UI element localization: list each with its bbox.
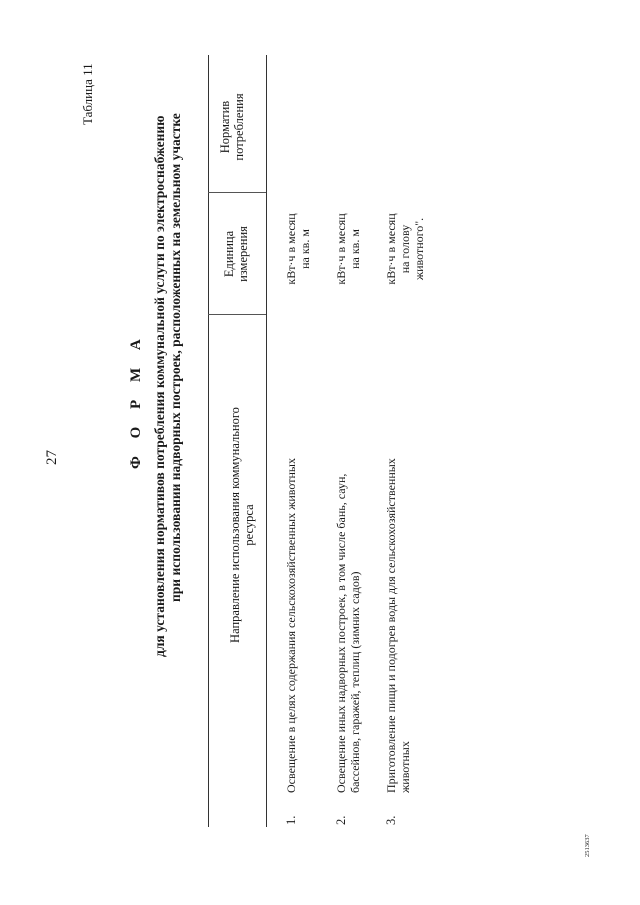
page-number: 27 <box>44 450 60 465</box>
row-3-direction-line-2: животных <box>398 741 412 793</box>
header-divider-1 <box>208 314 266 315</box>
row-3-number: 3. <box>384 815 398 825</box>
row-2-number: 2. <box>334 815 348 825</box>
row-2-unit-line-1: кВт·ч в месяц <box>334 213 348 285</box>
header-divider-2 <box>208 192 266 193</box>
row-1-number: 1. <box>284 815 298 825</box>
document-code: 2513637 <box>584 834 591 857</box>
row-2-direction-line-1: Освещение иных надворных построек, в том числе бань, саун, <box>334 473 348 793</box>
header-norm-line-2: потребления <box>232 93 246 161</box>
header-unit-line-1: Единица <box>222 230 236 278</box>
row-2-direction-line-2: бассейнов, гаражей, теплиц (зимних садов) <box>348 571 362 793</box>
header-norm <box>218 71 246 183</box>
row-3-unit <box>384 193 426 305</box>
row-1-unit-line-1: кВт·ч в месяц <box>284 213 298 285</box>
subtitle-line-1: для установления нормативов потребления коммунальной услуги по электроснабжению <box>152 115 167 657</box>
row-3-direction-line-1: Приготовление пищи и подогрев воды для сельскохозяйственных <box>384 458 398 793</box>
table-caption: Таблица 11 <box>80 63 95 125</box>
row-3-unit-line-3: животного". <box>412 217 426 281</box>
table-header-rule <box>266 55 267 827</box>
row-1-direction <box>284 458 298 793</box>
row-3-unit-line-2: на голову <box>398 224 412 274</box>
document-title: Ф О Р М А <box>128 332 144 469</box>
header-norm-line-1: Норматив <box>218 100 232 154</box>
row-1-direction-line-1: Освещение в целях содержания сельскохозяйственных животных <box>284 458 298 793</box>
row-1-unit-line-2: на кв. м <box>298 229 312 269</box>
row-2-unit-line-2: на кв. м <box>348 229 362 269</box>
row-2-direction <box>334 474 362 793</box>
row-3-unit-line-1: кВт·ч в месяц <box>384 213 398 285</box>
table-top-rule <box>208 55 209 827</box>
header-unit-line-2: измерения <box>236 226 250 282</box>
row-3-direction <box>384 458 412 793</box>
row-1-unit <box>284 193 312 305</box>
row-2-unit <box>334 193 362 305</box>
header-direction: Направление использования коммунального ресурса <box>228 407 256 643</box>
header-unit <box>222 199 250 309</box>
subtitle-line-2: при использовании надворных построек, расположенных на земельном участке <box>168 113 183 602</box>
